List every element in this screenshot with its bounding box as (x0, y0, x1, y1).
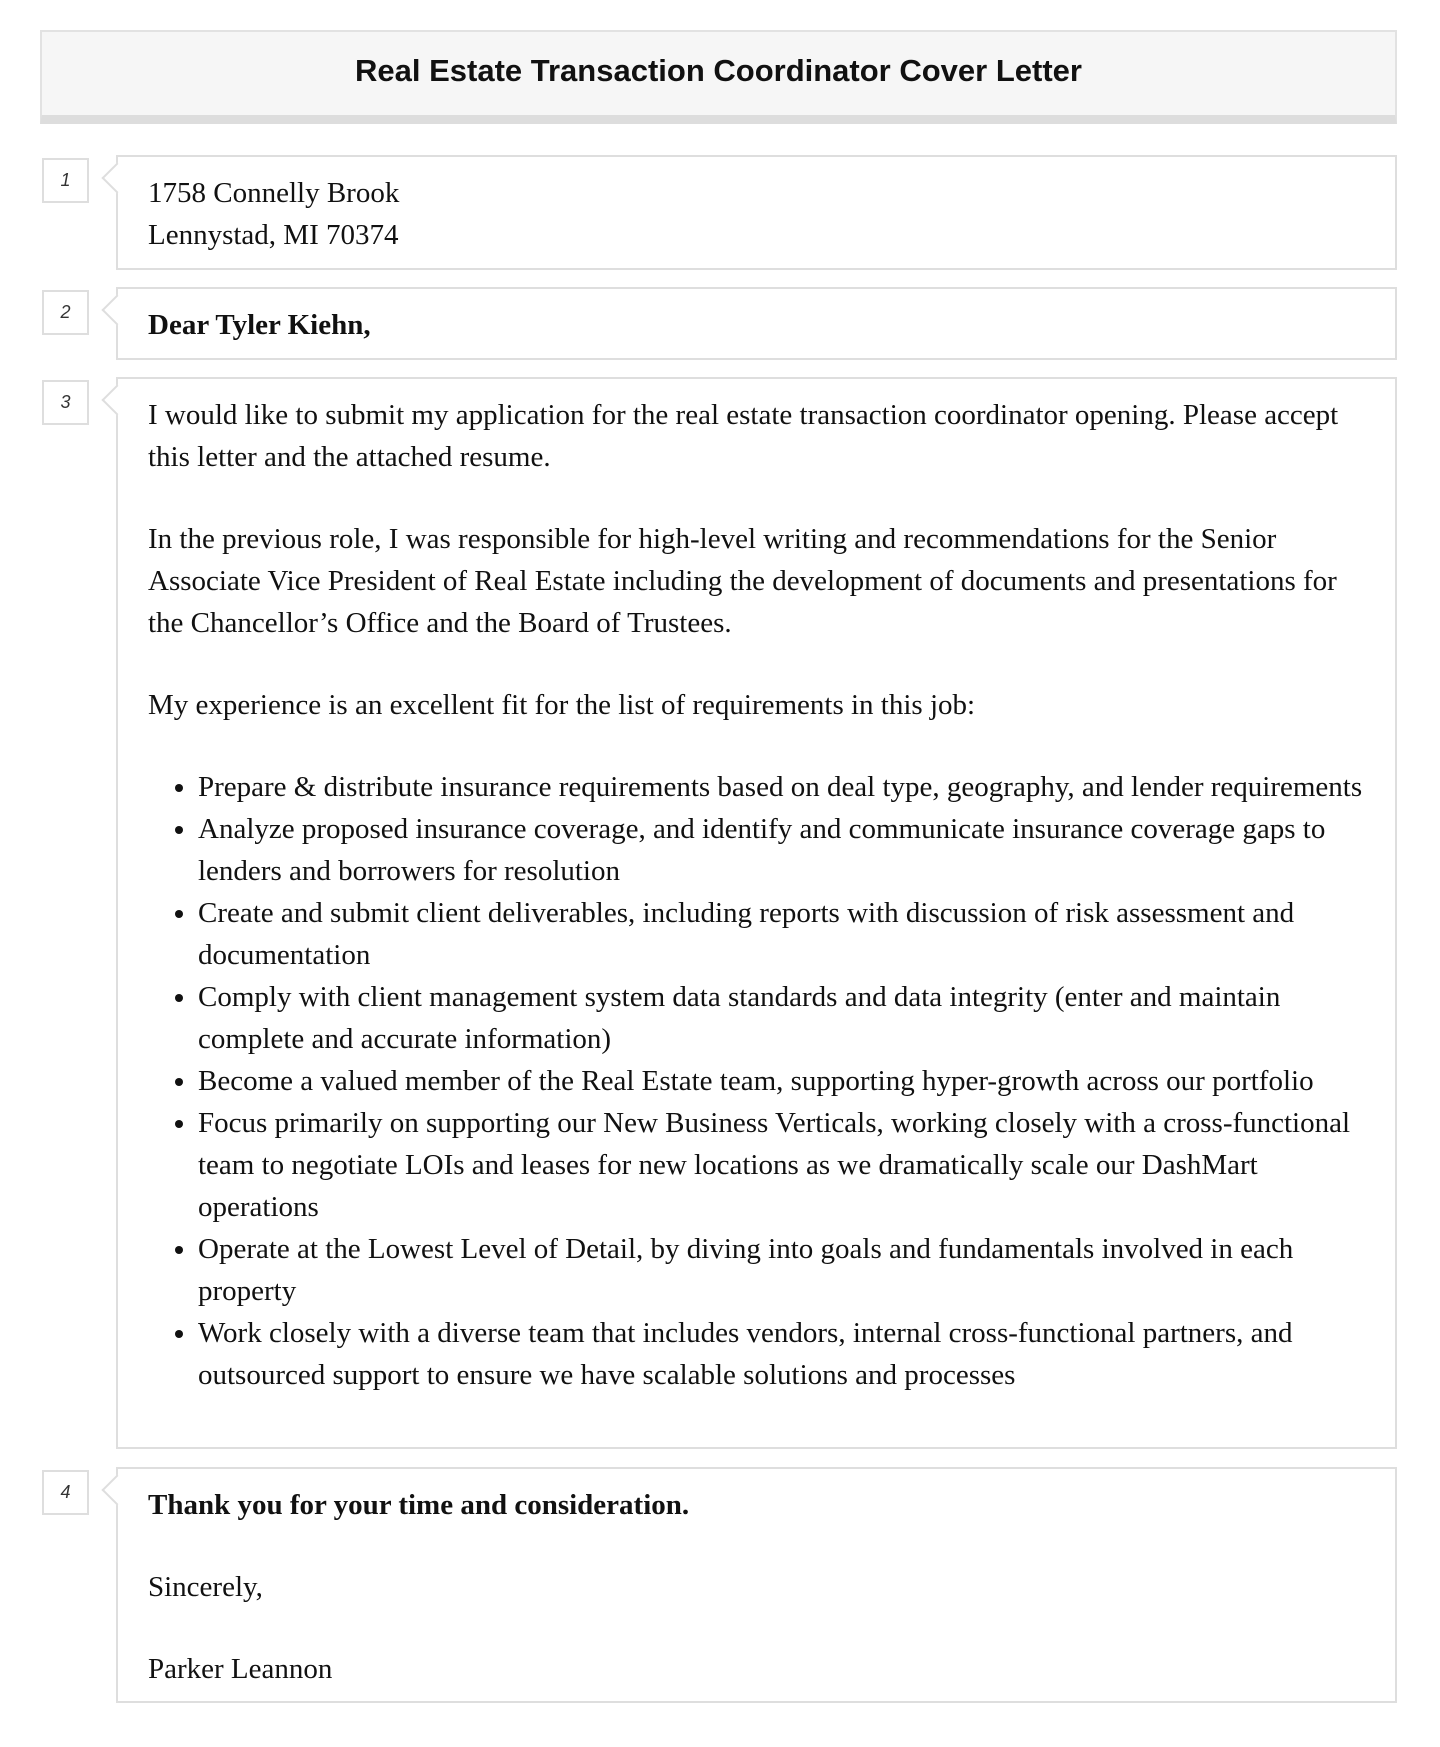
closing-section (116, 1467, 1397, 1703)
address-line-2: Lennystad, MI 70374 (148, 219, 399, 251)
step-number-4: 4 (42, 1470, 89, 1515)
requirement-item: • Prepare & distribute insurance requirements based on deal type, geography, and lender requirements (198, 766, 1365, 808)
requirement-item: • Create and submit client deliverables, including reports with discussion of risk assessment and documentation (198, 892, 1365, 976)
requirement-item: • Work closely with a diverse team that includes vendors, internal cross-functional partners, and outsourced support to ensure we have scalable solutions and processes (198, 1312, 1365, 1396)
body-section (116, 377, 1397, 1449)
greeting-section (116, 287, 1397, 360)
page-title: Real Estate Transaction Coordinator Cover Letter (355, 52, 1082, 88)
address-line-1: 1758 Connelly Brook (148, 177, 400, 209)
step-number-1: 1 (42, 158, 89, 203)
fit-statement: My experience is an excellent fit for the list of requirements in this job: (148, 689, 976, 721)
requirement-item: • Analyze proposed insurance coverage, and identify and communicate insurance coverage gaps to lenders and borrowers for resolution (198, 808, 1365, 892)
greeting: Dear Tyler Kiehn, (148, 309, 371, 341)
address-section (116, 155, 1397, 270)
requirements-list (148, 766, 1365, 1396)
experience-paragraph: In the previous role, I was responsible for high-level writing and recommendations for the Senior Associate Vice President of Real Estate including the development of documents and presentations for the Chancellor’s Office and the Board of Trustees. (148, 523, 1337, 639)
closing-salutation: Sincerely, (148, 1571, 263, 1603)
requirement-item: • Become a valued member of the Real Estate team, supporting hyper-growth across our portfolio (198, 1060, 1365, 1102)
requirement-item: • Focus primarily on supporting our New Business Verticals, working closely with a cross-functional team to negotiate LOIs and leases for new locations as we dramatically scale our DashMart operations (198, 1102, 1365, 1228)
step-number-2: 2 (42, 290, 89, 335)
intro-paragraph: I would like to submit my application for the real estate transaction coordinator opening. Please accept this letter and the attached resume. (148, 399, 1339, 473)
header-bar (40, 30, 1397, 124)
requirement-item: • Operate at the Lowest Level of Detail, by diving into goals and fundamentals involved in each property (198, 1228, 1365, 1312)
thanks-line: Thank you for your time and consideration. (148, 1489, 690, 1521)
requirement-item: • Comply with client management system data standards and data integrity (enter and maintain complete and accurate information) (198, 976, 1365, 1060)
signature-name: Parker Leannon (148, 1653, 333, 1685)
step-number-3: 3 (42, 380, 89, 425)
